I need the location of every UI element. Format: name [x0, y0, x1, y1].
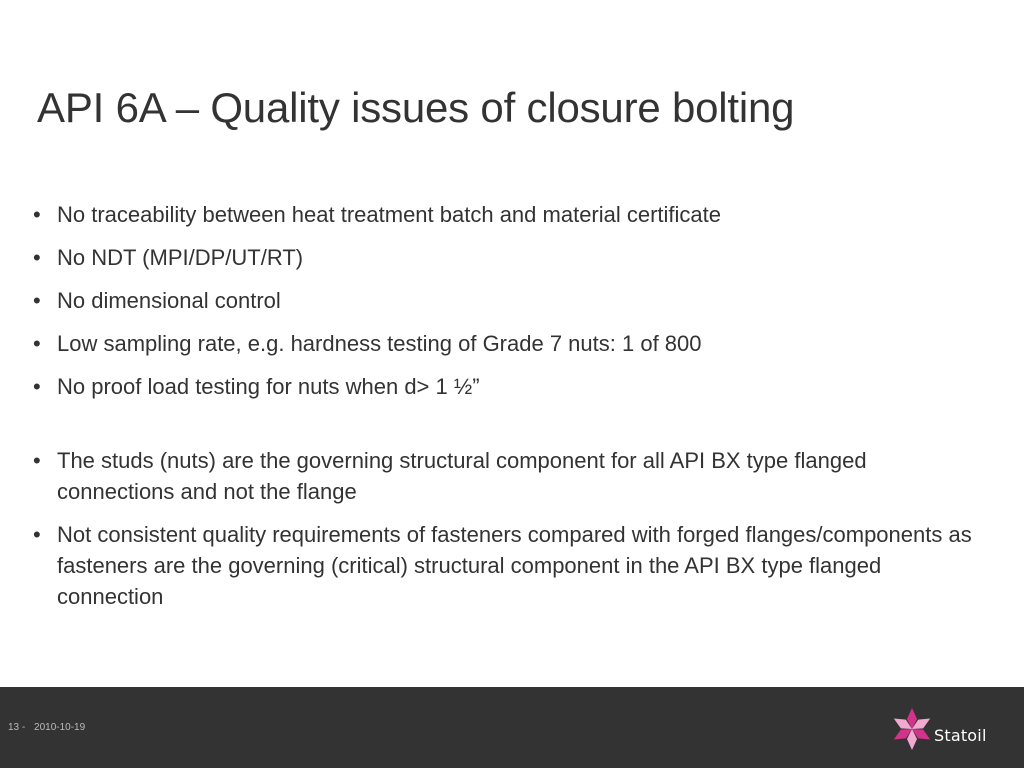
footer-meta — [8, 722, 91, 733]
bullet-marker: • — [33, 331, 41, 356]
bullet-marker: • — [33, 245, 41, 270]
bullet-text: The studs (nuts) are the governing structural component for all API BX type flanged connections and not the flange — [57, 448, 867, 504]
bullet-item — [30, 199, 990, 230]
bullet-marker: • — [33, 448, 41, 473]
bullet-list — [30, 199, 990, 624]
bullet-item — [30, 242, 990, 273]
logo-text: Statoil — [934, 726, 987, 745]
bullet-marker: • — [33, 522, 41, 547]
slide-title: API 6A – Quality issues of closure bolting — [37, 84, 795, 131]
bullet-text: No NDT (MPI/DP/UT/RT) — [57, 245, 304, 270]
bullet-text: No dimensional control — [57, 288, 281, 313]
bullet-text: No proof load testing for nuts when d> 1 ½” — [57, 374, 480, 399]
page-number: 13 - — [8, 722, 26, 733]
slide-date: 2010-10-19 — [34, 722, 86, 733]
footer-bar — [0, 687, 1024, 768]
statoil-logo — [890, 705, 1000, 753]
bullet-marker: • — [33, 374, 41, 399]
bullet-marker: • — [33, 288, 41, 313]
bullet-item — [30, 445, 990, 507]
statoil-star-icon — [890, 705, 934, 753]
bullet-marker: • — [33, 202, 41, 227]
bullet-item — [30, 519, 990, 612]
bullet-text: Not consistent quality requirements of fasteners compared with forged flanges/components as fasteners are the governing (critical) structural component in the API BX type flanged connection — [57, 522, 972, 609]
bullet-item — [30, 328, 990, 359]
bullet-item — [30, 285, 990, 316]
bullet-text: Low sampling rate, e.g. hardness testing of Grade 7 nuts: 1 of 800 — [57, 331, 702, 356]
bullet-text: No traceability between heat treatment batch and material certificate — [57, 202, 722, 227]
bullet-item — [30, 371, 990, 402]
